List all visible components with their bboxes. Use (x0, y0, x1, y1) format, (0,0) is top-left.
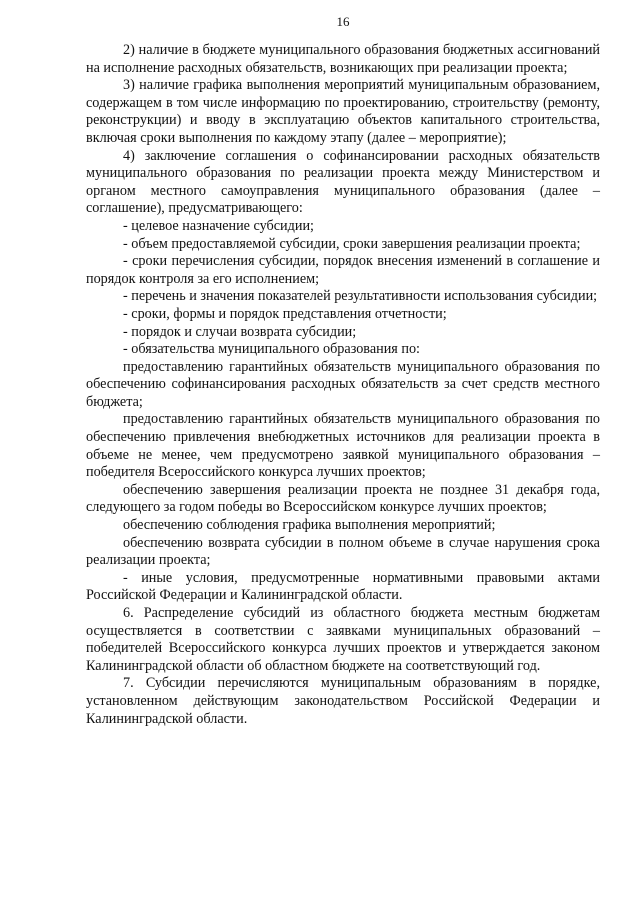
list-item-target-purpose: - целевое назначение субсидии; (123, 217, 314, 234)
page-number: 16 (336, 14, 350, 29)
list-item-reporting: - сроки, формы и порядок представления отчетности; (123, 305, 447, 322)
obligation-refund: обеспечению возврата субсидии в полном объеме в случае нарушения срока реализации проекта; (86, 534, 600, 569)
list-item-obligations: - обязательства муниципального образования по: (123, 341, 421, 358)
list-item-performance-indicators: - перечень и значения показателей результативности использования субсидии; (123, 288, 598, 305)
obligation-completion-deadline: обеспечению завершения реализации проекта не позднее 31 декабря года, следующего за годом победы во Всероссийском конкурсе лучших проектов; (86, 481, 600, 516)
paragraph-item-3: 3) наличие графика выполнения мероприятий муниципальным образованием, содержащем в том числе информацию по проектированию, строительству (ремонту, реконструкции) и вводу в эксплуатацию объектов капитального строительства, включая сроки выполнения по каждому этапу (далее – мероприятие); (86, 77, 600, 146)
obligation-schedule: обеспечению соблюдения графика выполнения мероприятий; (123, 517, 496, 534)
list-item-other-conditions: - иные условия, предусмотренные нормативными правовыми актами Российской Федерации и Калининградской области. (86, 569, 600, 604)
paragraph-item-7: 7. Субсидии перечисляются муниципальным образованиям в порядке, установленном действующим законодательством Российской Федерации и Калининградской области. (86, 675, 600, 727)
list-item-transfer-terms: - сроки перечисления субсидии, порядок внесения изменений в соглашение и порядок контроля за его исполнением; (86, 253, 600, 287)
list-item-refund: - порядок и случаи возврата субсидии; (123, 323, 357, 340)
paragraph-item-2: 2) наличие в бюджете муниципального образования бюджетных ассигнований на исполнение расходных обязательств, возникающих при реализации проекта; (86, 42, 600, 76)
paragraph-item-4: 4) заключение соглашения о софинансировании расходных обязательств муниципального образования по реализации проекта между Министерством и органом местного самоуправления муниципального образования (далее – соглашение), предусматривающего: (86, 147, 600, 217)
list-item-subsidy-volume: - объем предоставляемой субсидии, сроки завершения реализации проекта; (123, 235, 581, 252)
paragraph-item-6: 6. Распределение субсидий из областного бюджета местным бюджетам осуществляется в соответствии с заявками муниципальных образований – победителей Всероссийского конкурса лучших проектов и утверждается законом Калининградской области об областном бюджете на соответствующий год. (86, 605, 600, 674)
obligation-extrabudgetary: предоставлению гарантийных обязательств муниципального образования по обеспечению привлечения внебюджетных источников для реализации проекта в объеме не менее, чем предусмотрено заявкой муниципального образования – победителя Всероссийского конкурса лучших проектов; (86, 411, 600, 481)
obligation-cofinancing: предоставлению гарантийных обязательств муниципального образования по обеспечению софинансирования расходных обязательств за счет средств местного бюджета; (86, 358, 600, 410)
